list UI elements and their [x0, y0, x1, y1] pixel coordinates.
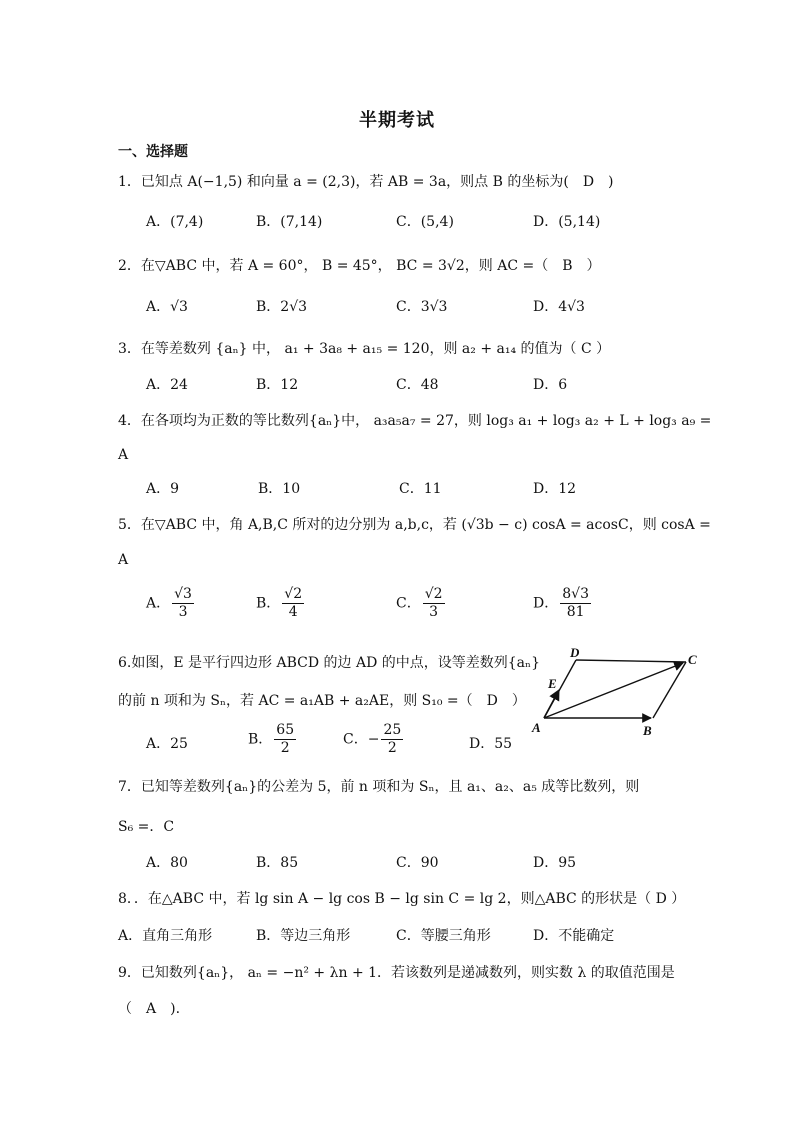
- question-8-options: [118, 925, 678, 953]
- option-c: C．3√3: [396, 299, 448, 315]
- option-a: A．80: [146, 855, 188, 871]
- option-b: [248, 722, 298, 757]
- fraction-denominator: 81: [566, 604, 585, 620]
- option-a: A．(7,4): [146, 214, 204, 230]
- option-d: D．(5,14): [533, 214, 601, 230]
- option-label: D．: [533, 595, 559, 612]
- option-b: [256, 586, 306, 621]
- question-1-options: [146, 211, 706, 239]
- option-label: C．−: [343, 731, 380, 748]
- option-d: D．4√3: [533, 299, 585, 315]
- label-b: B: [643, 723, 652, 738]
- option-b: B．85: [256, 855, 299, 871]
- question-9-answer: （ A ).: [118, 1001, 181, 1017]
- option-fraction: [560, 586, 591, 621]
- edge-dc: [576, 660, 686, 662]
- fraction-numerator: 65: [276, 722, 295, 738]
- option-b: B．2√3: [256, 299, 308, 315]
- question-6-text: 6.如图，E 是平行四边形 ABCD 的边 AD 的中点，设等差数列{aₙ}: [118, 655, 540, 671]
- option-c: C．48: [396, 377, 439, 393]
- fraction-numerator: 25: [383, 722, 402, 738]
- option-label: A．: [146, 595, 171, 612]
- page-title: 半期考试: [359, 110, 435, 131]
- option-d: D．不能确定: [533, 928, 615, 944]
- option-fraction: [274, 722, 296, 757]
- option-a: A．直角三角形: [118, 928, 213, 944]
- option-a: [146, 586, 196, 621]
- question-8-text: 8．．在△ABC 中，若 lg sin A − lg cos B − lg sin C = lg 2，则△ABC 的形状是（ D ）: [118, 891, 686, 907]
- option-c: [396, 586, 447, 621]
- fraction-denominator: 3: [178, 604, 188, 620]
- option-d: D．95: [533, 855, 577, 871]
- option-c: C．等腰三角形: [396, 928, 491, 944]
- question-9-text: 9．已知数列{aₙ}， aₙ = −n² + λn + 1．若该数列是递减数列，则实数 λ 的取值范围是: [118, 965, 675, 981]
- option-c: C．(5,4): [396, 214, 454, 230]
- option-b: B．10: [258, 481, 301, 497]
- question-2-options: [146, 296, 706, 324]
- fraction-numerator: 8√3: [562, 586, 589, 602]
- option-c: [343, 722, 405, 757]
- option-c: C．90: [396, 855, 439, 871]
- vector-ae: [544, 690, 559, 718]
- option-fraction: [381, 722, 403, 757]
- option-a: A．√3: [146, 299, 188, 315]
- label-e: E: [548, 676, 557, 691]
- label-a: A: [532, 720, 541, 735]
- question-6-text-continued: 的前 n 项和为 Sₙ，若 AC = a₁AB + a₂AE，则 S₁₀ =（ D ）: [118, 693, 526, 709]
- option-a: A．25: [146, 736, 188, 752]
- question-4-text: 4．在各项均为正数的等比数列{aₙ}中， a₃a₅a₇ = 27，则 log₃ a₁ + log₃ a₂ + L + log₃ a₉ =: [118, 413, 712, 429]
- question-7-text: 7．已知等差数列{aₙ}的公差为 5，前 n 项和为 Sₙ，且 a₁、a₂、a₅ 成等比数列，则: [118, 779, 640, 795]
- question-4-options: [146, 478, 706, 506]
- option-fraction: [423, 586, 445, 621]
- fraction-numerator: √2: [284, 586, 303, 602]
- question-7-options: [146, 852, 706, 880]
- vector-ac: [544, 663, 683, 718]
- option-c: C．11: [399, 481, 442, 497]
- option-a: A．9: [146, 481, 180, 497]
- option-d: [533, 586, 593, 621]
- fraction-denominator: 4: [288, 604, 298, 620]
- fraction-numerator: √2: [424, 586, 443, 602]
- option-a: A．24: [146, 377, 188, 393]
- option-fraction: [172, 586, 194, 621]
- option-d: D．12: [533, 481, 577, 497]
- fraction-numerator: √3: [174, 586, 192, 602]
- question-3-options: [146, 374, 706, 402]
- question-7-text-continued: S₆ =．C: [118, 819, 175, 835]
- label-d: D: [570, 645, 580, 660]
- question-5-answer: A: [118, 552, 129, 568]
- option-b: B．等边三角形: [256, 928, 351, 944]
- fraction-denominator: 2: [280, 740, 290, 756]
- option-d: D．55: [469, 736, 513, 752]
- question-5-text: 5．在▽ABC 中，角 A,B,C 所对的边分别为 a,b,c，若 (√3b − c) cosA = acosC，则 cosA =: [118, 517, 711, 533]
- label-c: C: [688, 652, 697, 667]
- question-3-text: 3．在等差数列 {aₙ} 中， a₁ + 3a₈ + a₁₅ = 120，则 a₂ + a₁₄ 的值为（ C ）: [118, 341, 611, 357]
- parallelogram-figure: [528, 642, 710, 742]
- option-b: B．12: [256, 377, 299, 393]
- question-2-text: 2．在▽ABC 中，若 A = 60°， B = 45°， BC = 3√2，则 AC =（ B ）: [118, 258, 601, 274]
- option-d: D．6: [533, 377, 568, 393]
- option-label: B．: [256, 595, 281, 612]
- section-heading: 一、选择题: [118, 144, 188, 160]
- fraction-denominator: 2: [387, 740, 397, 756]
- fraction-denominator: 3: [429, 604, 439, 620]
- question-4-answer: A: [118, 447, 129, 463]
- option-fraction: [282, 586, 304, 621]
- question-1-text: 1．已知点 A(−1,5) 和向量 a = (2,3)，若 AB = 3a，则点 B 的坐标为( D ): [118, 174, 614, 190]
- option-label: B．: [248, 731, 273, 748]
- question-5-options: [146, 586, 706, 628]
- option-b: B．(7,14): [256, 214, 323, 230]
- option-label: C．: [396, 595, 421, 612]
- edge-cb: [653, 662, 686, 718]
